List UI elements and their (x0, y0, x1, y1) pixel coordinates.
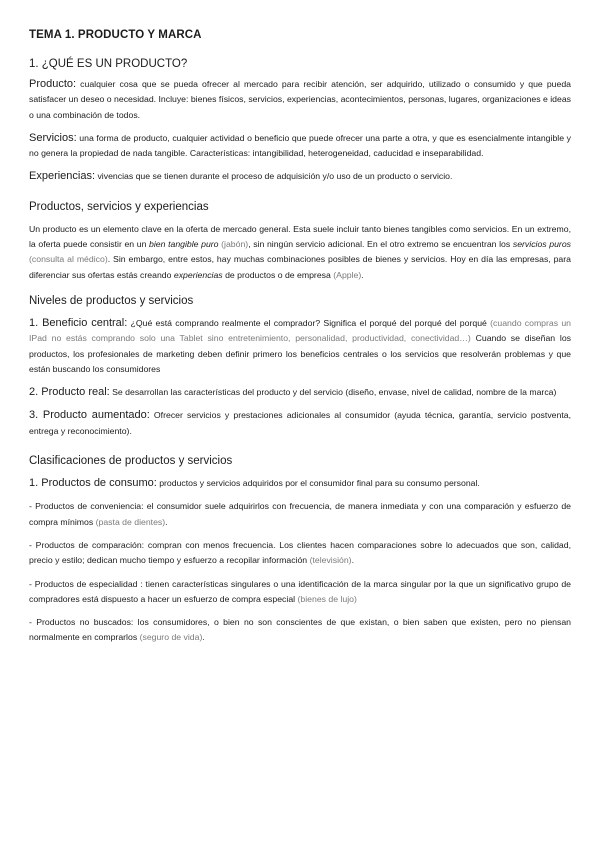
pse-example-apple: (Apple) (333, 269, 362, 280)
definition-producto (29, 77, 571, 123)
term-experiencias: Experiencias: (29, 170, 96, 183)
term-productos-consumo: 1. Productos de consumo: (29, 477, 157, 490)
productos-no-buscados (29, 615, 571, 646)
definition-experiencias (29, 169, 571, 184)
nivel-producto-real (29, 385, 571, 400)
nivel1-text-2: Cuando se diseñan los productos, los profesionales de marketing deben definir primero los beneficios centrales o los servicios que resolverán problemas y que están buscando los consumidores (29, 333, 571, 374)
nivel-producto-aumentado (29, 408, 571, 439)
paragraph-productos-servicios-experiencias (29, 222, 571, 283)
nivel3-text: Ofrecer servicios y prestaciones adicionales al consumidor (ayuda técnica, garantía, servicio postventa, entrega y reconocimiento). (29, 410, 571, 436)
term-servicios: Servicios: (29, 131, 77, 144)
heading-productos-servicios-experiencias: Productos, servicios y experiencias (29, 200, 209, 213)
pse-example-medico: (consulta al médico) (29, 254, 108, 265)
term-beneficio-central: 1. Beneficio central: (29, 316, 128, 329)
pse-text-2: , sin ningún servicio adicional. En el otro extremo se encuentran los (248, 239, 513, 250)
pse-servicios-puros: servicios puros (512, 239, 571, 250)
term-producto-real: 2. Producto real: (29, 386, 110, 399)
definition-producto-text: cualquier cosa que se pueda ofrecer al mercado para recibir atención, ser adquirido, utilizado o consumido y que pueda satisfacer un deseo o necesidad. Incluye: bienes físicos, servicios, experiencias, acontecimientos, personas, lugares, organizaciones e ideas o una combinación de todos. (29, 79, 571, 120)
productos-conveniencia (29, 499, 571, 530)
productos-de-consumo (29, 476, 571, 491)
especialidad-example: (bienes de lujo) (297, 593, 357, 604)
nivel1-example-ipad: (cuando compras un IPad no estás comprando solo una Tablet sino entretenimiento, personalidad, productividad, conectividad…) (29, 317, 571, 344)
consumo-text: productos y servicios adquiridos por el consumidor final para su consumo personal. (156, 478, 480, 489)
section-heading-que-es-producto: 1. ¿QUÉ ES UN PRODUCTO? (29, 58, 188, 70)
conveniencia-end: . (165, 516, 168, 527)
comparacion-example: (televisión) (309, 555, 352, 566)
productos-especialidad (29, 577, 571, 608)
definition-servicios (29, 131, 571, 162)
conveniencia-example: (pasta de dientes) (95, 516, 166, 527)
pse-text-3: . Sin embargo, entre estos, hay muchas combinaciones posibles de bienes y servicios. Hoy en día las empresas, para diferenciar sus ofertas estás creando (29, 254, 571, 280)
document-title: TEMA 1. PRODUCTO Y MARCA (29, 29, 202, 41)
pse-example-jabon: (jabón) (218, 239, 249, 250)
heading-clasificaciones: Clasificaciones de productos y servicios (29, 455, 233, 468)
pse-bien-tangible-puro: bien tangible puro (149, 239, 219, 250)
term-producto-aumentado: 3. Producto aumentado: (29, 409, 150, 422)
comparacion-text: - Productos de comparación: compran con menos frecuencia. Los clientes hacen comparaciones sobre lo adecuados que son, calidad, precio y estilo; dedican mucho tiempo y esfuerzo a recopilar información (29, 539, 571, 566)
comparacion-end: . (351, 555, 354, 566)
nobuscados-end: . (202, 632, 205, 643)
nivel1-text-1: ¿Qué está comprando realmente el comprador? Significa el porqué del porqué del porqué (127, 317, 491, 328)
nobuscados-text: - Productos no buscados: los consumidores, o bien no son conscientes de que existan, o bien saben que existen, pero no piensan normalmente en comprarlos (29, 617, 571, 643)
heading-niveles: Niveles de productos y servicios (29, 294, 194, 307)
conveniencia-text: - Productos de conveniencia: el consumidor suele adquirirlos con frecuencia, de manera inmediata y con una comparación y esfuerzo de compra mínimos (29, 501, 571, 527)
productos-comparacion (29, 538, 571, 569)
nobuscados-example: (seguro de vida) (139, 632, 203, 643)
pse-text-5: . (361, 269, 364, 280)
pse-text-1: Un producto es un elemento clave en la oferta de mercado general. Esta suele incluir tanto bienes tangibles como servicios. En un extremo, la oferta puede consistir en un (29, 223, 571, 250)
definition-experiencias-text: vivencias que se tienen durante el proceso de adquisición y/o uso de un producto o servicio. (95, 171, 453, 182)
definition-servicios-text: una forma de producto, cualquier actividad o beneficio que puede ofrecer una parte a otra, y que es esencialmente intangible y no genera la propiedad de nada tangible. Características: intangibilidad, heterogeneidad, caducidad e inseparabilidad. (29, 132, 571, 159)
nivel2-text: Se desarrollan las características del producto y del servicio (diseño, envase, nivel de calidad, nombre de la marca) (109, 387, 557, 398)
pse-text-4: de productos o de empresa (222, 269, 334, 280)
pse-experiencias: experiencias (173, 269, 223, 280)
nivel-beneficio-central (29, 316, 571, 377)
term-producto: Producto: (29, 78, 77, 90)
especialidad-text: - Productos de especialidad : tienen características singulares o una identificación de la marca singular por la que un significativo grupo de compradores está dispuesto a hacer un esfuerzo de compra especial (29, 578, 571, 604)
